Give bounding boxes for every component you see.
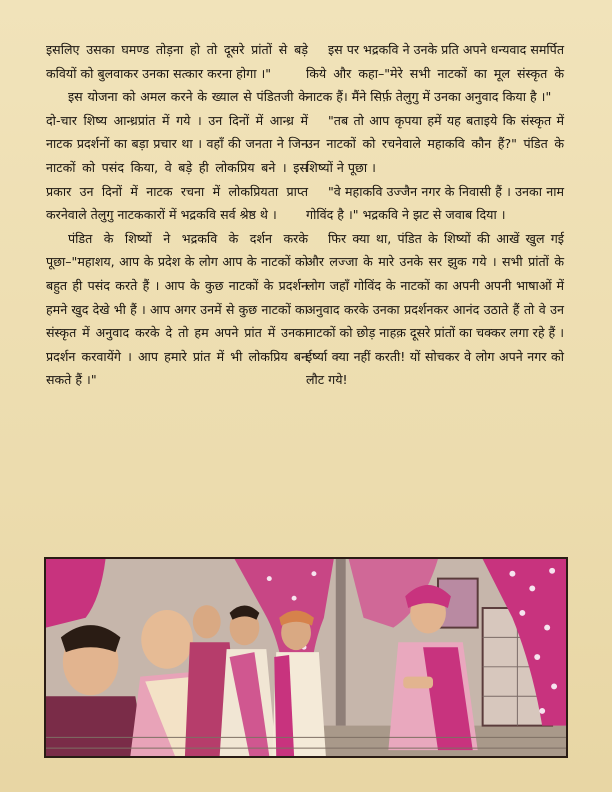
- right-text-column: [306, 38, 564, 392]
- paragraph: इस पर भद्रकवि ने उनके प्रति अपने धन्यवाद समर्पित किये और कहा–"मेरे सभी नाटकों का मूल संस्कृत के नाटक हैं। मैंने सिर्फ़ तेलुगु में उनका अनुवाद किया है ।": [306, 42, 564, 105]
- paragraph: फिर क्या था, पंडित के शिष्यों की आखें खुल गई और लज्जा के मारे उनके सर झुक गये । सभी प्रांतों के लोग जहाँ गोविंद के नाटकों का अपनी अपनी भाषाओं में अनुवाद करके उनका प्रदर्शनकर आनंद उठाते हैं तो वे उन नाटकों को छोड़ नाहक़ दूसरे प्रांतों का चक्कर लगा रहे हैं । ईर्ष्या क्या नहीं करती! यों सोचकर वे लोग अपने नगर को लौट गये!: [306, 230, 564, 388]
- paragraph: इसलिए उसका घमण्ड तोड़ना हो तो दूसरे प्रांतों से बड़े कवियों को बुलवाकर उनका सत्कार करना होगा ।": [46, 42, 308, 81]
- paragraph: पंडित के शिष्यों ने भद्रकवि के दर्शन करके पूछा–"महाशय, आप के प्रदेश के लोग आप के नाटकों को बहुत ही पसंद करते हैं । आप के कुछ नाटकों के प्रदर्शन हमने खुद देखे भी हैं । आप अगर उनमें से कुछ नाटकों का संस्कृत में अनुवाद करके दे तो हम अपने प्रांत में उनका प्रदर्शन करवायेंगे । आप हमारे प्रांत में भी लोकप्रिय बन सकते हैं ।": [46, 230, 308, 388]
- paragraph: "वे महाकवि उज्जैन नगर के निवासी हैं । उनका नाम गोविंद है ।" भद्रकवि ने झट से जवाब दिया ।: [306, 183, 564, 223]
- paragraph: इस योजना को अमल करने के ख्याल से पंडितजी के दो-चार शिष्य आन्ध्रप्रांत में गये । उन दिनों में आन्ध्र में नाटक प्रदर्शनों का बड़ा प्रचार था । वहाँ की जनता ने जिन नाटकों को पसंद किया, वे बड़े ही लोकप्रिय बने । इस प्रकार उन दिनों में नाटक रचना में लोकप्रियता प्राप्त करनेवाले तेलुगु नाटककारों में भद्रकवि सर्व श्रेष्ठ थे ।: [46, 89, 308, 223]
- illustration-scene: [46, 559, 566, 756]
- paragraph: "तब तो आप कृपया हमें यह बताइये कि संस्कृत में उन नाटकों को रचनेवाले महाकवि कौन हैं?" पंडित के शिष्यों ने पूछा ।: [306, 112, 564, 175]
- story-illustration: [44, 557, 568, 758]
- left-text-column: [46, 38, 308, 392]
